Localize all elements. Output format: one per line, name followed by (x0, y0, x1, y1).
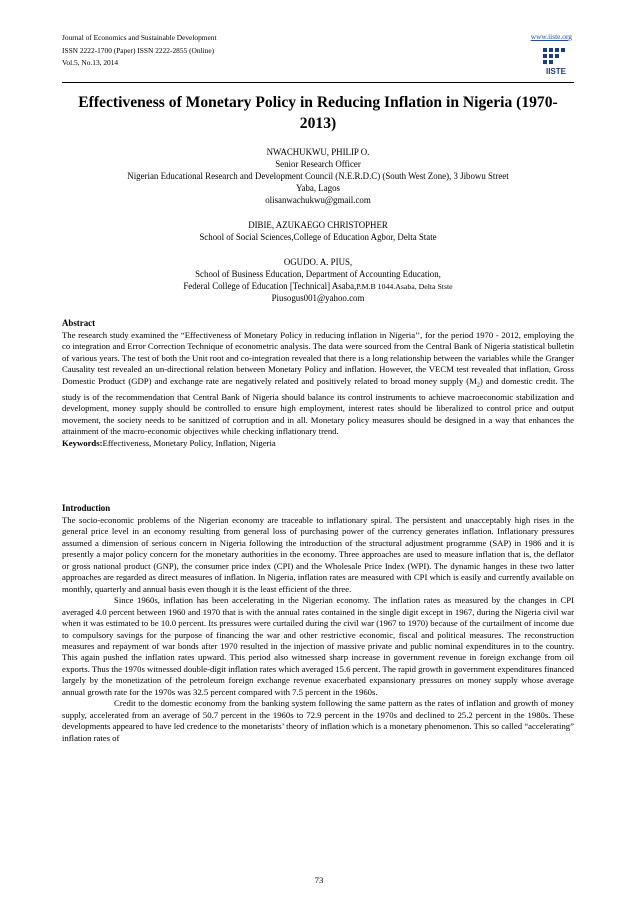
author-1-position: Senior Research Officer (275, 159, 361, 169)
introduction-paragraph-2: Since 1960s, inflation has been accelerating in the Nigerian economy. The inflation rates as measured by the changes in CPI averaged 4.0 percent between 1960 and 1970 that is with the annual rates contained in the single digit except in 1967, during the Nigeria civil war when it was estimated to be 10.0 percent. Its pressures were curtailed during the civil war (1967 to 1970) because of the curtailment of income due to compulsory savings for the purpose of financing the war and other restrictive economic, fiscal and political measures. The reconstruction measures and repayment of war bonds after 1970 resulted in the injection of massive private and public nominal expenditures in to the country. This again pushed the inflation rates upward. This period also witnessed sharp increase in government revenue in foreign exchange from oil exports. Thus the 1970s witnessed double-digit inflation rates which averaged 15.6 percent. The rapid growth in government expenditures financed largely by the monetization of the petroleum foreign exchange revenue exacerbated expansionary pressures on money supply whose average annual growth rate for the 1970s was 32.5 percent compared with 7.5 percent in the 1960s. (62, 595, 574, 697)
abstract-subscript: 2 (476, 382, 480, 389)
introduction-paragraph-1: The socio-economic problems of the Nigerian economy are traceable to inflationary spiral. The persistent and unacceptably high rises in the general price level in an economy resulting from general loss of purchasing power of the currency generates inflation. Inflationary pressures assumed a dimension of serious concern in Nigeria following the introduction of the structural adjustment programme (SAP) in 1986 and it is presently a major policy concern for the monetary authorities in the economy. Three approaches are used to measure inflation that is, the deflator or gross national product (GNP), the consumer price index (CPI) and the Wholesale Price Index (WPI). The dynamic hanges in these two latter approaches are regarded as direct measures of inflation. In Nigeria, inflation rates are measured with CPI which is easily and currently available on monthly, quarterly and annual basis even though it is the least efficient of the three. (62, 515, 574, 594)
svg-text:IISTE: IISTE (545, 67, 567, 76)
volume-line: Vol.5, No.13, 2014 (62, 58, 119, 68)
introduction-paragraph-3: Credit to the domestic economy from the banking system following the same pattern as the rates of inflation and growth of money supply, accelerated from an average of 50.7 percent in the 1960s to 72.9 percent in the 1970s and declined to 25.2 percent in the 1980s. These developments appeared to have led credence to the monetarists’ theory of inflation which is a monetary phenomenon. This so called “accelerating” inflation rates of (62, 698, 574, 743)
author-1-city: Yaba, Lagos (296, 183, 340, 193)
author-1-affiliation: Nigerian Educational Research and Development Council (N.E.R.D.C) (South West Zone), 3 Jibowu Street (127, 171, 509, 181)
iiste-logo (540, 46, 572, 76)
abstract-text-part-2: ) and domestic credit. The study is of the recommendation that Central Bank of Nigeria should balance its control instruments to achieve macroeconomic stabilization and development, money supply should be controlled to ensure high employment, interest rates should be liberalized to control price and output movement, the society needs to be sanitized of corruption and in all. Monetary policy measures should be designed in a way that enhances the attainment of the macro-economic objectives while checking inflationary trend. (62, 375, 574, 437)
keywords-label: Keywords: (62, 437, 103, 448)
abstract-heading: Abstract (62, 318, 96, 328)
author-3-department: School of Business Education, Department of Accounting Education, (195, 269, 441, 279)
author-3-address: P.M.B 1044.Asaba, Delta Stste (356, 282, 453, 291)
abstract-text (62, 330, 574, 438)
page-number: 73 (314, 875, 324, 885)
author-2-affiliation: School of Social Sciences,College of Education Agbor, Delta State (199, 232, 437, 242)
author-3-name: OGUDO. A. PIUS, (283, 257, 353, 267)
abstract-body (62, 330, 574, 449)
introduction-heading: Introduction (62, 503, 111, 513)
paper-title: Effectiveness of Monetary Policy in Reducing Inflation in Nigeria (1970-2013) (78, 94, 558, 132)
author-3-college: Federal College of Education [Technical] Asaba, (183, 281, 357, 291)
keywords-line (62, 438, 574, 449)
journal-header (62, 32, 217, 70)
author-2-name: DIBIE, AZUKAEGO CHRISTOPHER (248, 220, 388, 230)
header-rule (62, 82, 574, 83)
author-3-email: Piusogus001@yahoo.com (271, 293, 365, 303)
author-1-email: olisanwachukwu@gmail.com (265, 195, 371, 205)
abstract-text-part-1: The research study examined the “Effectiveness of Monetary Policy in reducing inflation in Nigeria’’, for the period 1970 - 2012, employing the co integration and Error Correction Technique of econometric analysis. The data were sourced from the Central Bank of Nigeria statistical bulletin of various years. The test of both the Unit root and co-integration revealed that there is a long relationship between the variables while the Granger Causality test revealed an un-directional relation between Monetary Policy and inflation. However, the VECM test revealed that inflation, Gross Domestic Product (GDP) and exchange rate are negatively related and positively related to broad money supply (M (62, 330, 574, 386)
keywords-text: Effectiveness, Monetary Policy, Inflation, Nigeria (102, 437, 276, 448)
journal-url-link[interactable]: www.iiste.org (530, 32, 572, 41)
author-1-name: NWACHUKWU, PHILIP O. (266, 147, 370, 157)
issn-line: ISSN 2222-1700 (Paper) ISSN 2222-2855 (Online) (62, 45, 215, 55)
introduction-body (62, 515, 574, 744)
journal-name: Journal of Economics and Sustainable Development (62, 33, 217, 42)
